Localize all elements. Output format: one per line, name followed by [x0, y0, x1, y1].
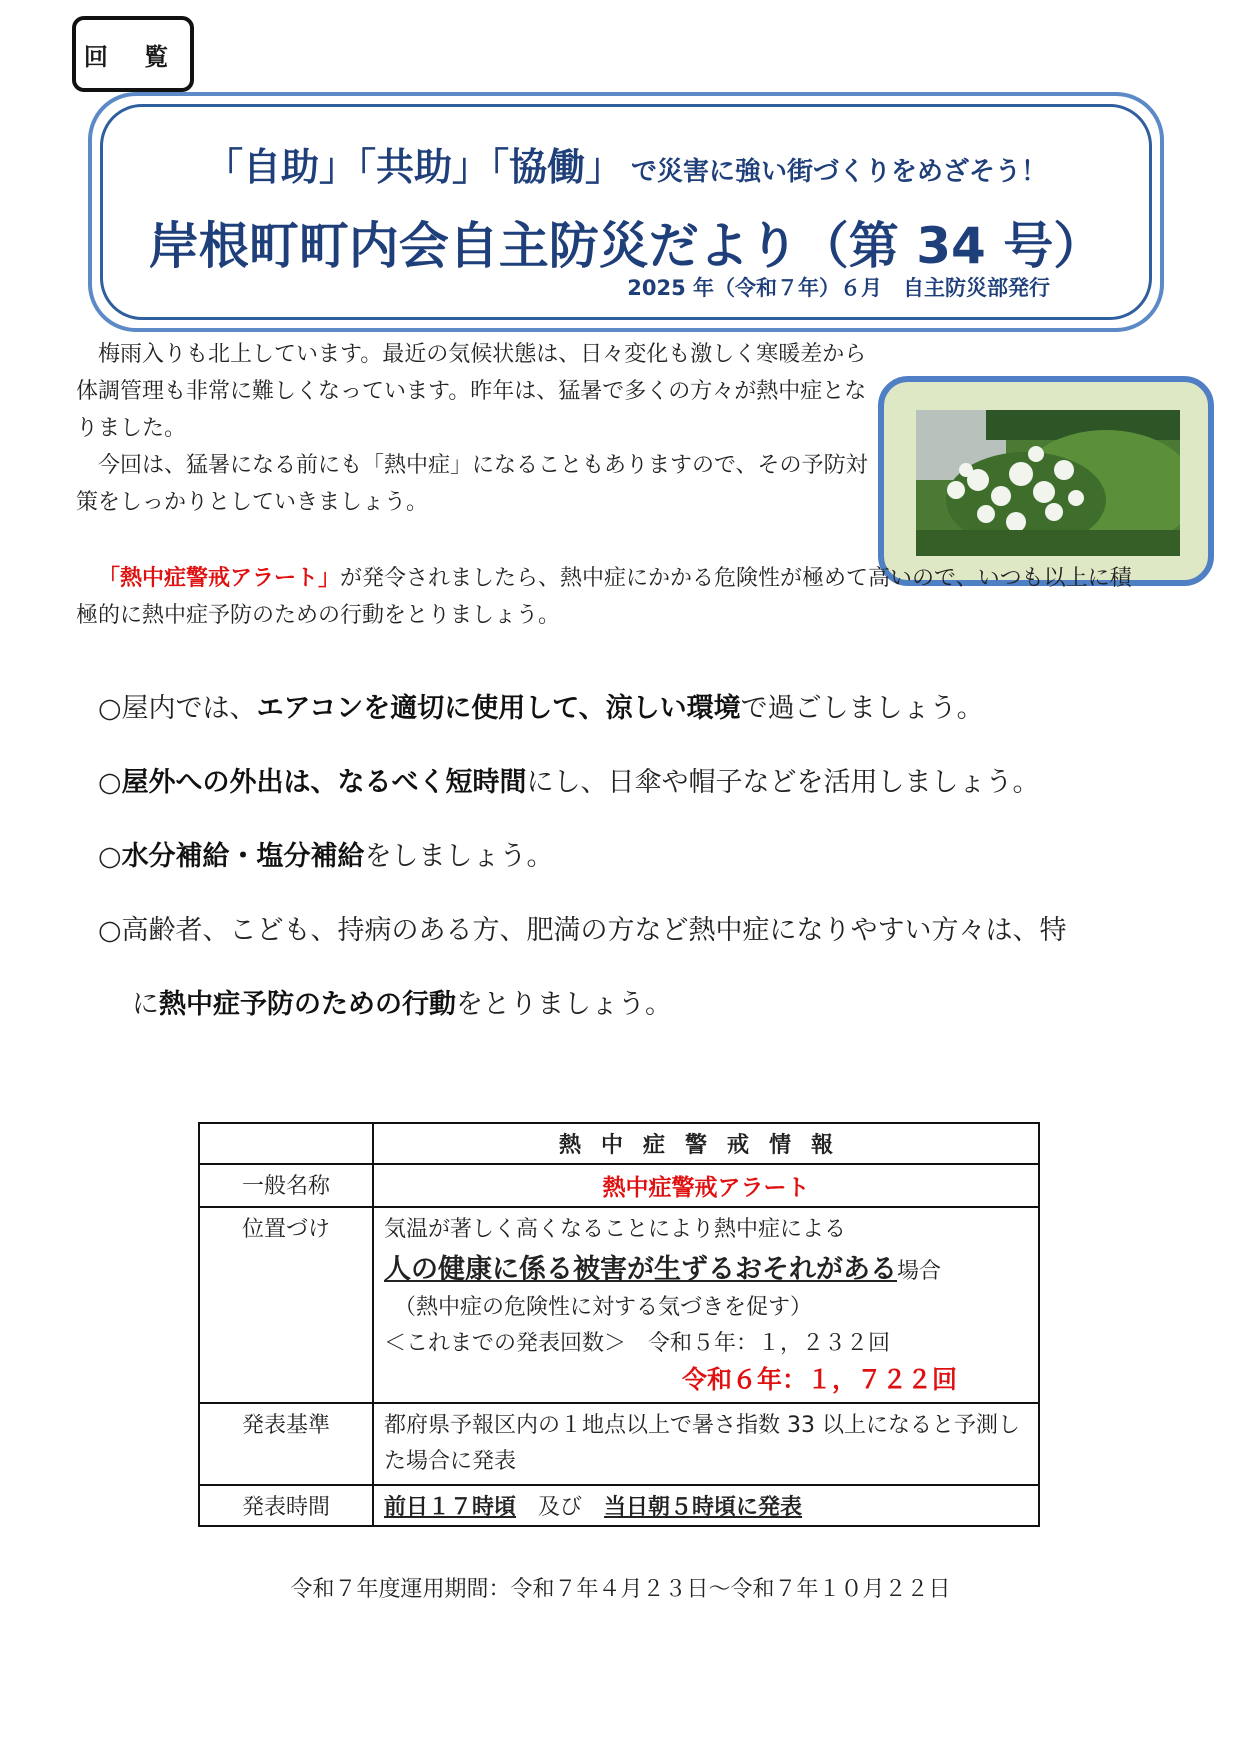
row-value-name: 熱中症警戒アラート [373, 1164, 1039, 1207]
table-row [199, 1485, 1039, 1526]
table-row [199, 1164, 1039, 1207]
list-item: ○屋外への外出は、なるべく短時間にし、日傘や帽子などを活用しましょう。 [98, 767, 1040, 798]
list-item-continued: に熱中症予防のための行動をとりましょう。 [132, 989, 672, 1020]
table-row [199, 1123, 1039, 1164]
issue-date: 2025 年（令和７年）６月 自主防災部発行 [627, 276, 1050, 300]
heatstroke-info-table [198, 1122, 1040, 1527]
position-line-3: （熱中症の危険性に対する気づきを促す） [394, 1295, 813, 1320]
row-value-criteria: 都府県予報区内の１地点以上で暑さ指数 33 以上になると予測した場合に発表 [373, 1403, 1039, 1485]
list-item: ○高齢者、こども、持病のある方、肥満の方など熱中症になりやすい方々は、特 [98, 915, 1067, 946]
intro-text [76, 336, 876, 521]
list-item: ○屋内では、エアコンを適切に使用して、涼しい環境で過ごしましょう。 [98, 693, 984, 724]
intro-paragraph-2: 今回は、猛暑になる前にも「熱中症」になることもありますので、その予防対策をしっかりとしていきましょう。 [76, 453, 868, 515]
alert-description: が発令されましたら、熱中症にかかる危険性が極めて高いので、いつも以上に積極的に熱中症予防のための行動をとりましょう。 [76, 566, 1132, 628]
slogan-main: 「自助」「共助」「協働」 [204, 145, 623, 189]
row-label-time: 発表時間 [199, 1485, 373, 1526]
table-corner [199, 1123, 373, 1164]
position-line-1: 気温が著しく高くなることにより熱中症による [384, 1217, 847, 1242]
position-line-4: ＜これまでの発表回数＞ 令和５年：１，２３２回 [384, 1331, 891, 1356]
position-line-5: 令和６年：１，７２２回 [682, 1365, 958, 1394]
alert-paragraph [76, 560, 1136, 634]
table-row [199, 1403, 1039, 1485]
photo-frame [878, 376, 1214, 586]
position-line-2: 人の健康に係る被害が生ずるおそれがある場合 [384, 1254, 942, 1285]
alert-name: 「熱中症警戒アラート」 [98, 566, 341, 591]
table-title: 熱中症警戒情報 [373, 1123, 1039, 1164]
header-banner [88, 92, 1164, 332]
circulation-stamp: 回 覧 [72, 16, 194, 92]
slogan [92, 136, 1160, 191]
row-label-position: 位置づけ [199, 1207, 373, 1403]
flower-illustration [916, 410, 1180, 556]
table-row [199, 1207, 1039, 1403]
hydrangea-photo [916, 410, 1180, 556]
row-label-criteria: 発表基準 [199, 1403, 373, 1485]
slogan-sub: で災害に強い街づくりをめざそう！ [631, 157, 1048, 187]
intro-paragraph-1: 梅雨入りも北上しています。最近の気候状態は、日々変化も激しく寒暖差から体調管理も非常に難しくなっています。昨年は、猛暑で多くの方々が熱中症となりました。 [76, 342, 867, 441]
operation-period: 令和７年度運用期間：令和７年４月２３日～令和７年１０月２２日 [290, 1577, 951, 1602]
list-item: ○水分補給・塩分補給をしましょう。 [98, 841, 554, 872]
page-title: 岸根町町内会自主防災だより（第 34 号） [148, 217, 1104, 275]
row-value-position [373, 1207, 1039, 1403]
row-label-name: 一般名称 [199, 1164, 373, 1207]
row-value-time: 前日１７時頃 及び 当日朝５時頃に発表 [373, 1485, 1039, 1526]
